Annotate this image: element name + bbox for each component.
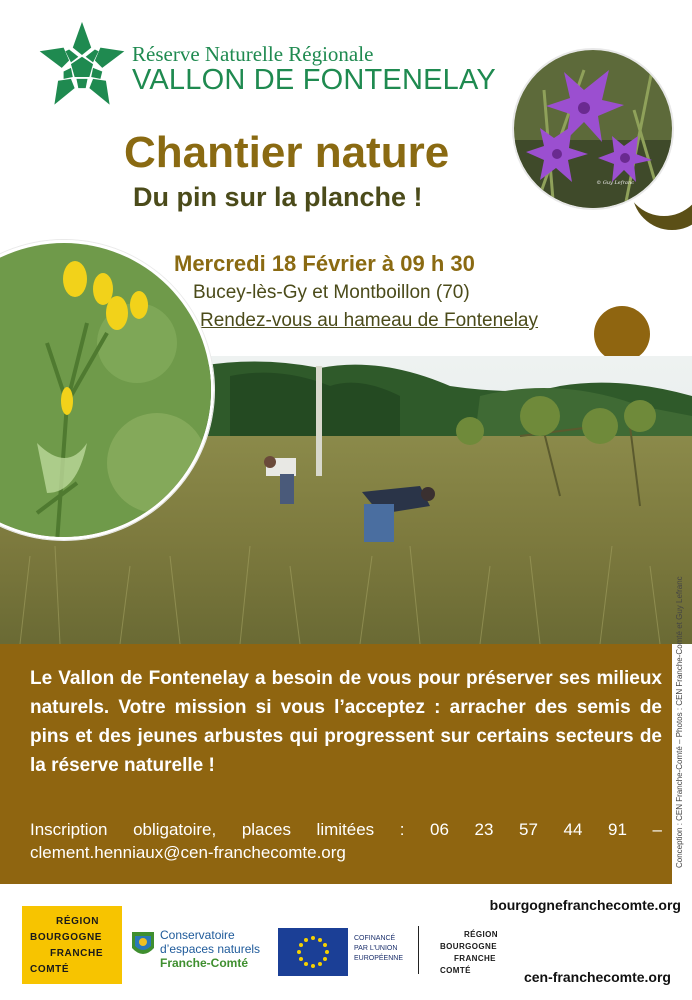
logo-divider bbox=[418, 926, 419, 974]
cen-logo bbox=[130, 926, 280, 976]
gentian-flower-image bbox=[514, 50, 674, 210]
cen-logo-line3: Franche-Comté bbox=[160, 956, 249, 970]
decorative-dot bbox=[594, 306, 650, 362]
reserve-subtitle: Réserve Naturelle Régionale bbox=[132, 42, 374, 66]
eu-flag-icon bbox=[278, 928, 348, 976]
region-website-link[interactable]: bourgognefranchecomte.org bbox=[489, 897, 681, 913]
region-logo-small-line3: FRANCHE bbox=[454, 954, 496, 963]
region-logo-line2: BOURGOGNE bbox=[30, 932, 103, 943]
page-title: Chantier nature bbox=[124, 128, 450, 177]
eu-text-line1: COFINANCÉ bbox=[354, 935, 396, 942]
photo-credit: © Guy Lefranc bbox=[596, 180, 634, 186]
gentian-photo bbox=[512, 48, 674, 210]
reserve-logo-icon bbox=[36, 20, 128, 112]
cen-logo-line1: Conservatoire bbox=[160, 928, 235, 942]
event-place: Bucey-lès-Gy et Montboillon (70) bbox=[193, 282, 470, 303]
reserve-name: VALLON DE FONTENELAY bbox=[132, 64, 496, 96]
eu-text-line3: EUROPÉENNE bbox=[354, 955, 404, 962]
region-logo-small-line1: RÉGION bbox=[464, 930, 498, 939]
region-logo-line1: RÉGION bbox=[56, 916, 100, 927]
eu-stars-icon bbox=[278, 928, 348, 976]
region-logo-line4: COMTÉ bbox=[30, 964, 70, 975]
region-logo bbox=[22, 906, 122, 984]
event-date: Mercredi 18 Février à 09 h 30 bbox=[174, 251, 475, 276]
cen-logo-line2: d’espaces naturels bbox=[160, 942, 261, 956]
event-meeting-point: Rendez-vous au hameau de Fontenelay bbox=[200, 310, 539, 331]
mission-text: Le Vallon de Fontenelay a besoin de vous pour préserver ses milieux naturels. Votre mission si vous l’acceptez : arracher des semis de pins et des jeunes arbustes qui progressent sur certains secteurs de la réserve naturelle ! bbox=[30, 668, 662, 776]
page-subtitle: Du pin sur la planche ! bbox=[133, 182, 423, 212]
inscription-text: Inscription obligatoire, places limitées : 06 23 57 44 91 – bbox=[30, 820, 662, 839]
cen-badge-icon bbox=[130, 930, 156, 960]
region-logo-small-line4: COMTÉ bbox=[440, 966, 471, 975]
region-logo-line3: FRANCHE bbox=[50, 948, 104, 959]
eu-cofinance-text bbox=[354, 934, 403, 964]
vertical-credit-text: Conception : CEN Franche-Comté – Photos : CEN Franche-Comté et Guy Lefranc bbox=[675, 576, 684, 868]
cen-website-link[interactable]: cen-franchecomte.org bbox=[523, 969, 671, 985]
contact-email[interactable]: clement.henniaux@cen-franchecomte.org bbox=[30, 843, 346, 862]
region-logo-small-line2: BOURGOGNE bbox=[440, 942, 497, 951]
eu-text-line2: PAR L’UNION bbox=[354, 945, 398, 952]
